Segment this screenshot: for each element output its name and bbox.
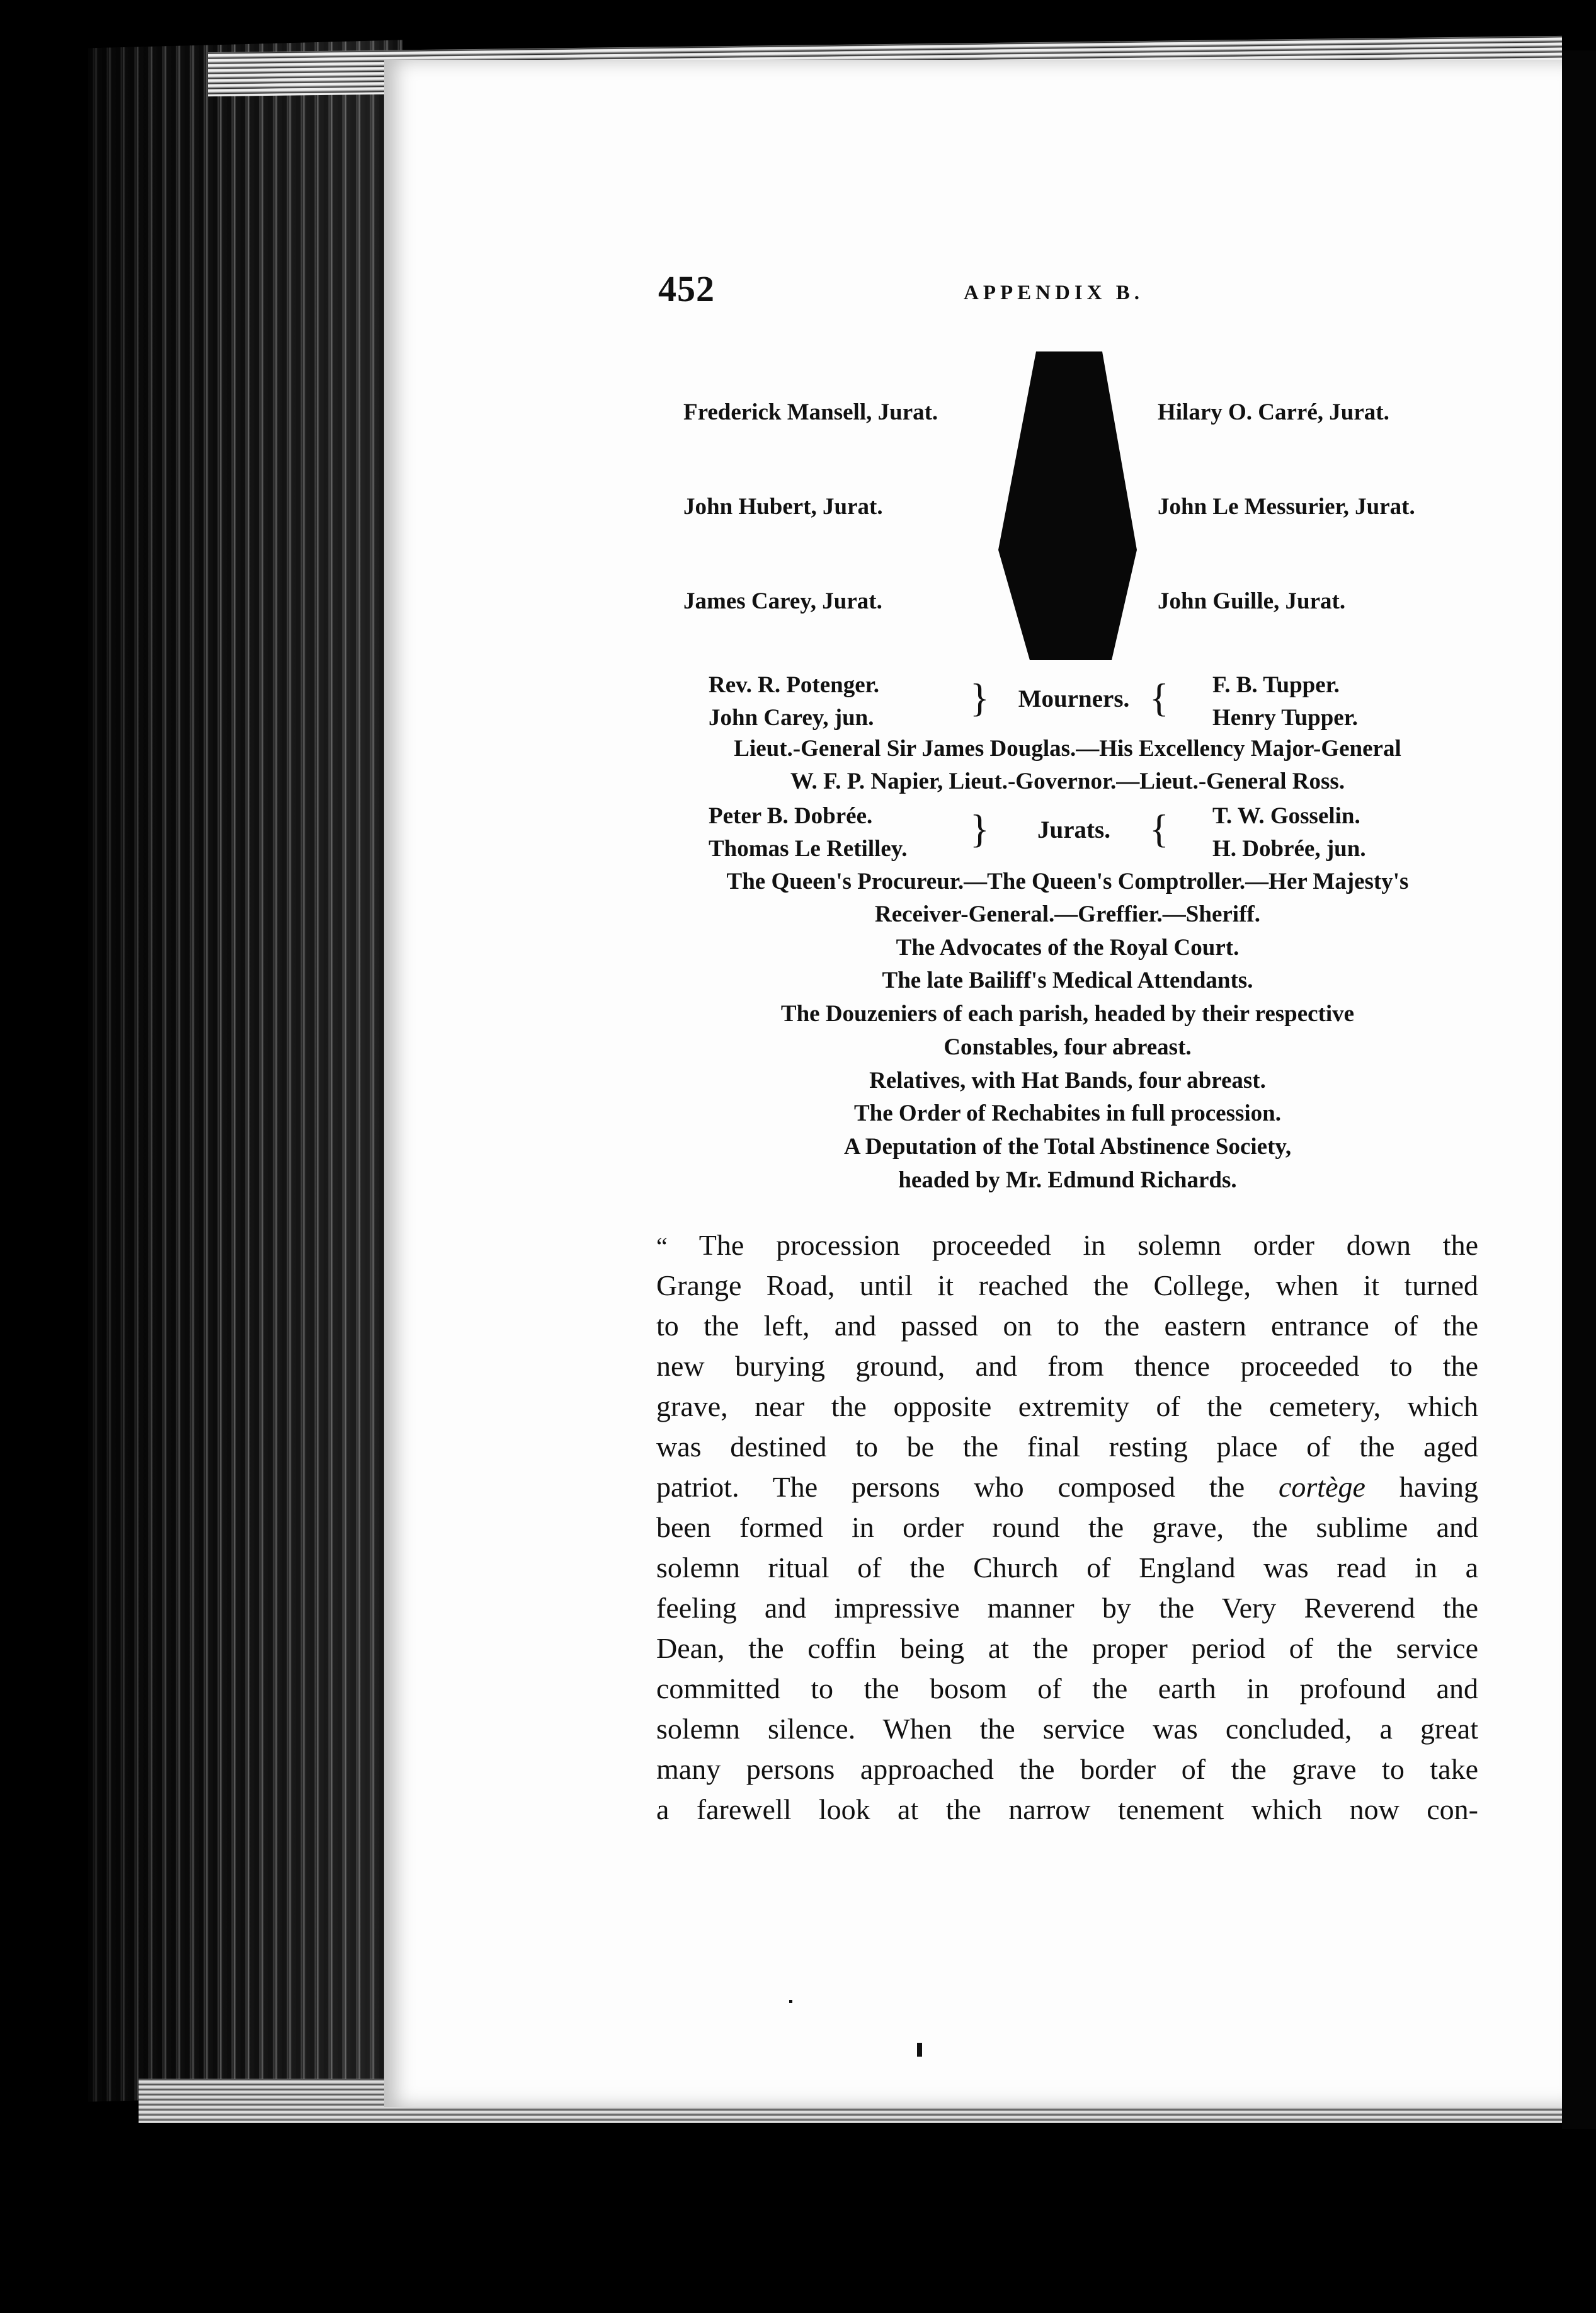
body-line: new burying ground, and from thence proceeded to the xyxy=(656,1350,1478,1382)
body-line: to the left, and passed on to the eastern entrance of the xyxy=(656,1310,1478,1342)
governor-line-1: Lieut.-General Sir James Douglas.—His Excellency Major-General xyxy=(734,736,1401,762)
procession-line: headed by Mr. Edmund Richards. xyxy=(898,1167,1237,1193)
book-page-edges xyxy=(88,40,403,2101)
body-line: many persons approached the border of the grave to take xyxy=(656,1753,1478,1785)
pallbearer-left-3: James Carey, Jurat. xyxy=(683,588,882,614)
coffin-illustration xyxy=(998,348,1137,663)
jurats-left xyxy=(709,800,908,865)
left-brace: { xyxy=(1149,675,1169,720)
jurat-name: T. W. Gosselin. xyxy=(1212,803,1360,829)
procession-line: The late Bailiff's Medical Attendants. xyxy=(882,968,1253,993)
jurats-label: Jurats. xyxy=(1037,816,1110,843)
page-number: 452 xyxy=(658,268,715,309)
mourner-name: John Carey, jun. xyxy=(709,705,874,731)
ink-speck xyxy=(917,2043,922,2057)
mourners-right xyxy=(1212,669,1358,734)
pallbearer-left-1: Frederick Mansell, Jurat. xyxy=(683,399,938,425)
jurats-right xyxy=(1212,800,1366,865)
jurat-name: Thomas Le Retilley. xyxy=(709,836,908,862)
jurat-name: Peter B. Dobrée. xyxy=(709,803,873,829)
jurats-group xyxy=(671,800,1471,863)
procession-line: The Queen's Procureur.—The Queen's Comptroller.—Her Majesty's xyxy=(726,869,1409,894)
mourner-name: Henry Tupper. xyxy=(1212,705,1358,731)
procession-line: Constables, four abreast. xyxy=(943,1034,1192,1060)
body-line: “ The procession proceeded in solemn order down the xyxy=(656,1229,1478,1261)
mourners-group xyxy=(671,669,1471,732)
left-brace: { xyxy=(1149,806,1169,851)
right-brace: } xyxy=(970,675,989,720)
body-line: committed to the bosom of the earth in profound and xyxy=(656,1672,1478,1705)
procession-line: The Douzeniers of each parish, headed by their respective xyxy=(780,1001,1355,1027)
body-line: solemn silence. When the service was concluded, a great xyxy=(656,1713,1478,1745)
italic-word: cortège xyxy=(1278,1471,1365,1503)
procession-line: Receiver-General.—Greffier.—Sheriff. xyxy=(875,901,1260,927)
body-line: Dean, the coffin being at the proper period of the service xyxy=(656,1632,1478,1664)
opening-quote: “ xyxy=(656,1232,668,1260)
mourner-name: Rev. R. Potenger. xyxy=(709,672,879,698)
procession-line: The Order of Rechabites in full procession. xyxy=(854,1100,1281,1126)
page-right-border xyxy=(1562,50,1596,2129)
right-brace: } xyxy=(970,806,989,851)
body-line: Grange Road, until it reached the College, when it turned xyxy=(656,1269,1478,1301)
ink-speck xyxy=(789,2000,792,2003)
procession-line: A Deputation of the Total Abstinence Society, xyxy=(843,1134,1292,1160)
mourners-left xyxy=(709,669,879,734)
body-line: patriot. The persons who composed the cortège having xyxy=(656,1471,1478,1503)
procession-line: The Advocates of the Royal Court. xyxy=(896,935,1240,961)
pallbearer-right-2: John Le Messurier, Jurat. xyxy=(1158,494,1415,520)
body-line: a farewell look at the narrow tenement which now con- xyxy=(656,1793,1478,1825)
mourners-label: Mourners. xyxy=(1018,685,1130,712)
pallbearer-right-3: John Guille, Jurat. xyxy=(1158,588,1346,614)
body-line: grave, near the opposite extremity of the cemetery, which xyxy=(656,1390,1478,1422)
body-line: solemn ritual of the Church of England was read in a xyxy=(656,1551,1478,1584)
body-paragraph xyxy=(656,1225,1478,1830)
governor-line-2: W. F. P. Napier, Lieut.-Governor.—Lieut.-General Ross. xyxy=(790,768,1345,794)
mourner-name: F. B. Tupper. xyxy=(1212,672,1340,698)
procession-line: Relatives, with Hat Bands, four abreast. xyxy=(869,1068,1266,1094)
body-line: was destined to be the final resting place of the aged xyxy=(656,1431,1478,1463)
pallbearer-right-1: Hilary O. Carré, Jurat. xyxy=(1158,399,1389,425)
pallbearer-left-2: John Hubert, Jurat. xyxy=(683,494,883,520)
running-head: APPENDIX B. xyxy=(964,282,1144,304)
body-line: feeling and impressive manner by the Very Reverend the xyxy=(656,1592,1478,1624)
jurat-name: H. Dobrée, jun. xyxy=(1212,836,1366,862)
body-line: been formed in order round the grave, the sublime and xyxy=(656,1511,1478,1543)
